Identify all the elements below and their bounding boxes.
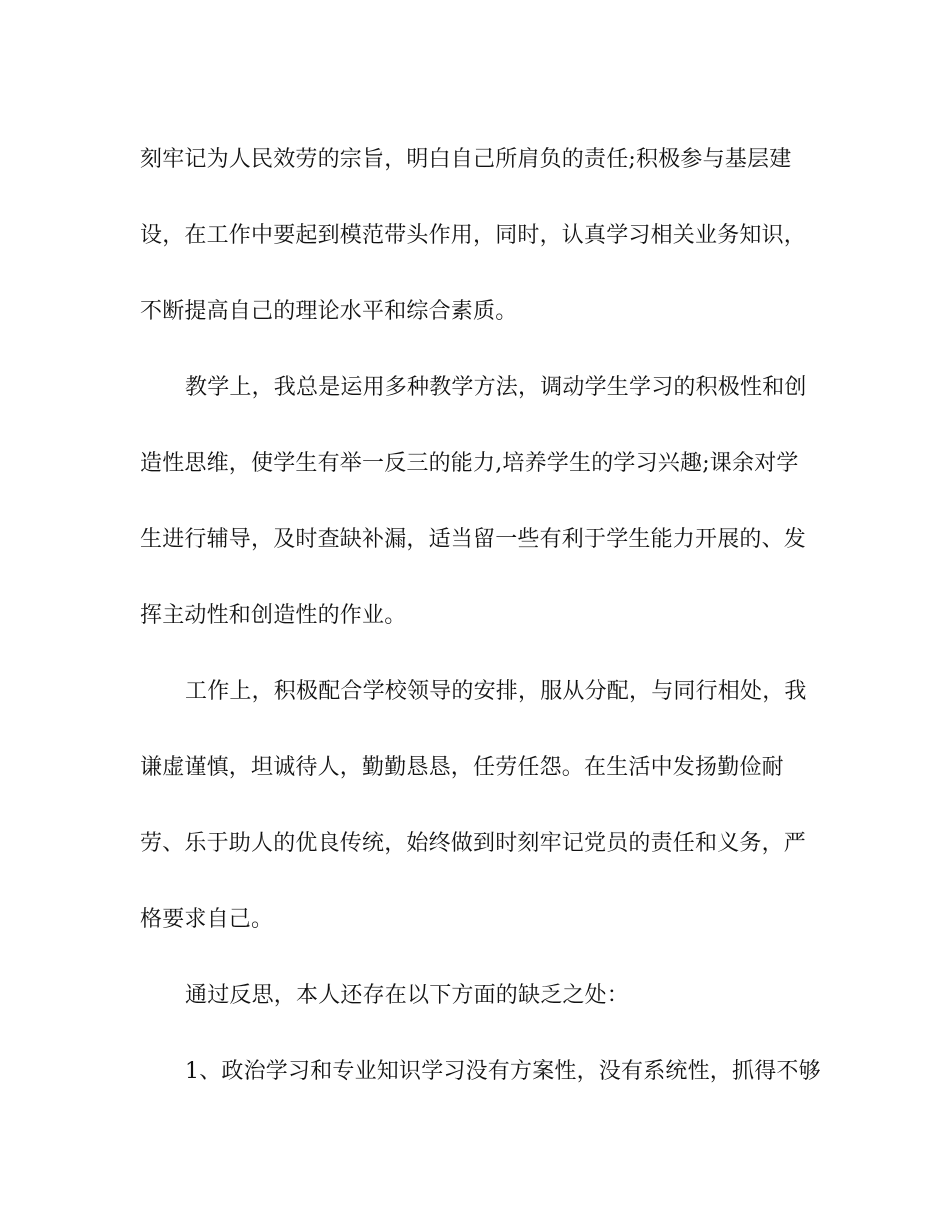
text-line-content: 挥主动性和创造性的作业。 (140, 603, 407, 628)
text-line (0, 598, 950, 634)
text-line (0, 142, 950, 178)
text-line-content: 教学上，我总是运用多种教学方法，调动学生学习的积极性和创 (185, 375, 807, 400)
paragraph-start-line (0, 978, 950, 1014)
text-line (0, 902, 950, 938)
text-line-content: 不断提高自己的理论水平和综合素质。 (140, 299, 518, 324)
text-line-content: 通过反思，本人还存在以下方面的缺乏之处： (185, 983, 630, 1008)
paragraph-start-line (0, 674, 950, 710)
text-line-content: 谦虚谨慎，坦诚待人，勤勤恳恳，任劳任怨。在生活中发扬勤俭耐 (140, 755, 784, 780)
text-line (0, 826, 950, 862)
text-line-content: 1、政治学习和专业知识学习没有方案性，没有系统性，抓得不够 (185, 1059, 821, 1084)
text-line (0, 294, 950, 330)
text-line-content: 格要求自己。 (140, 907, 274, 932)
text-line (0, 750, 950, 786)
text-line-content: 刻牢记为人民效劳的宗旨，明白自己所肩负的责任;积极参与基层建 (140, 147, 792, 172)
text-line (0, 446, 950, 482)
text-line-content: 生进行辅导，及时查缺补漏，适当留一些有利于学生能力开展的、发 (140, 527, 807, 552)
text-line-content: 劳、乐于助人的优良传统，始终做到时刻牢记党员的责任和义务，严 (140, 831, 807, 856)
text-line (0, 218, 950, 254)
text-line-content: 工作上，积极配合学校领导的安排，服从分配，与同行相处，我 (185, 679, 807, 704)
list-item-line (0, 1054, 950, 1090)
text-line-content: 造性思维，使学生有举一反三的能力,培养学生的学习兴趣;课余对学 (140, 451, 799, 476)
text-line-content: 设，在工作中要起到模范带头作用，同时，认真学习相关业务知识， (140, 223, 807, 248)
paragraph-start-line (0, 370, 950, 406)
text-line (0, 522, 950, 558)
